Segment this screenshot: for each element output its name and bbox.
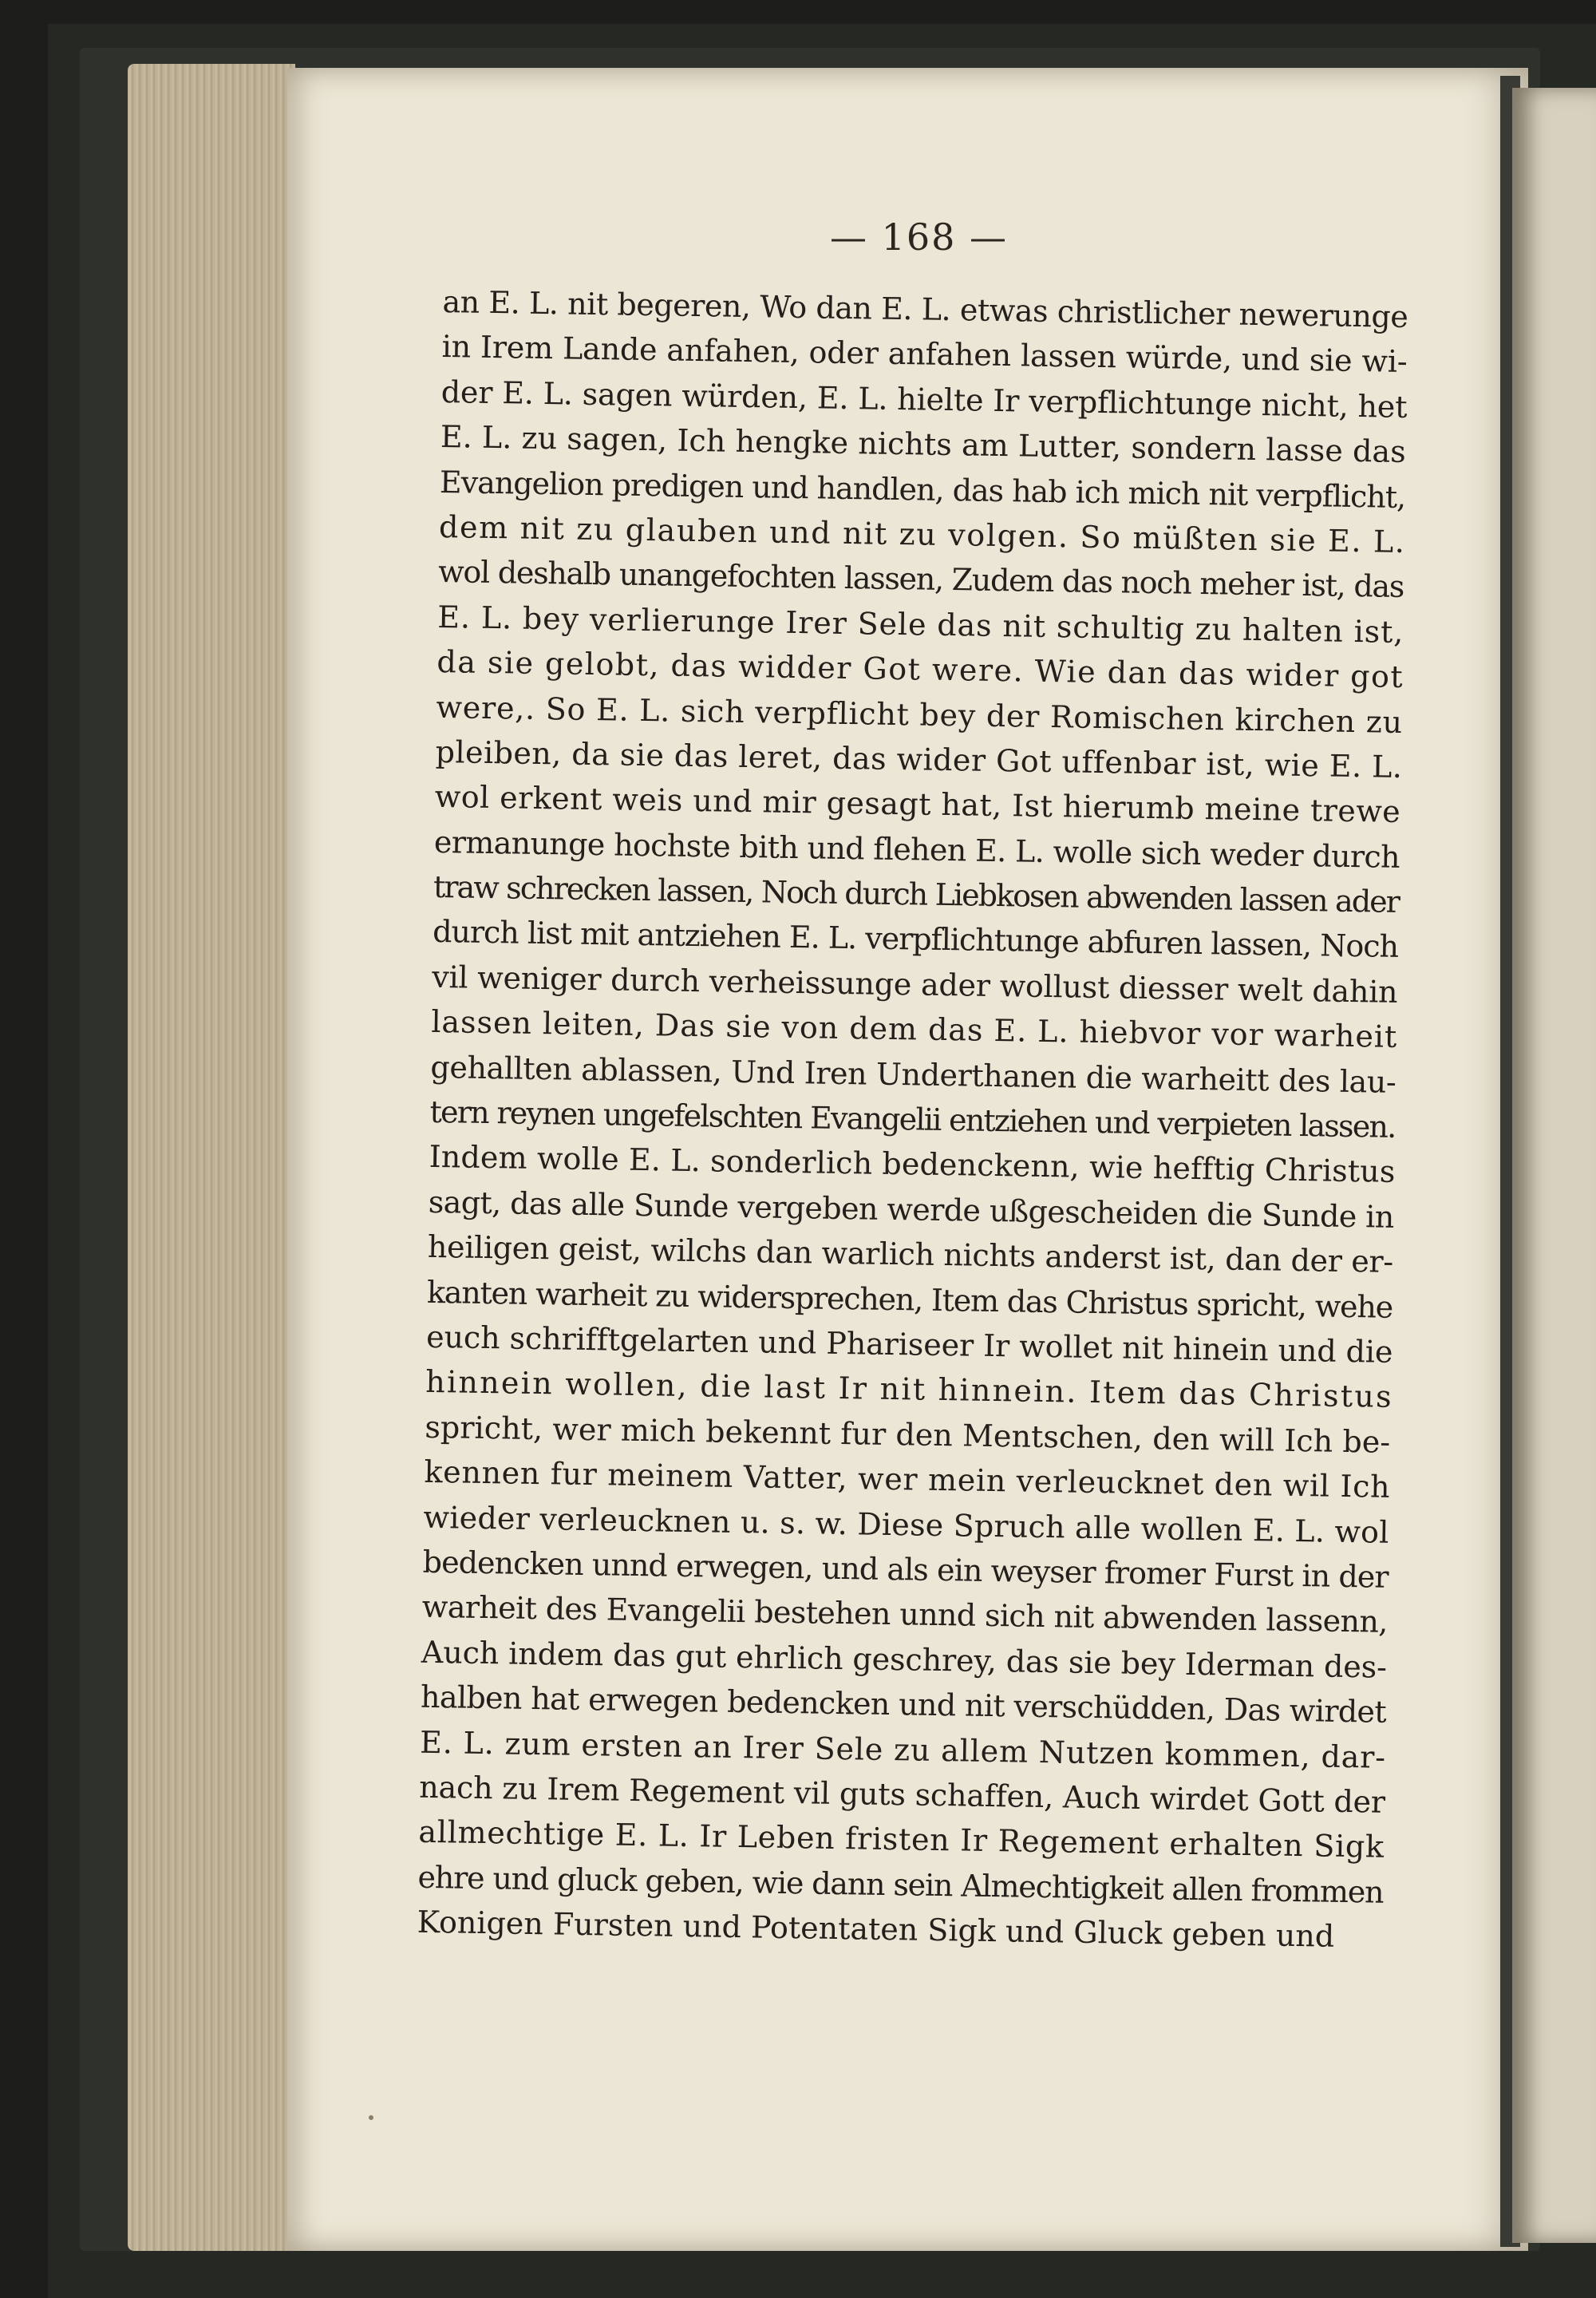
text-line: Auch indem das gut ehrlich geschrey, das sie bey Iderman des-: [421, 1634, 1388, 1685]
page-text-block: [417, 279, 1408, 1960]
facing-page-edge: [1512, 88, 1596, 2243]
text-line: lassen leiten, Das sie von dem das E. L. hiebvor vor warheit: [431, 1004, 1398, 1055]
text-line: Evangelion predigen und handlen, das hab ich mich nit verpflicht,: [439, 464, 1406, 515]
text-line: durch list mit antziehen E. L. verpflichtunge abfuren lassen, Noch: [432, 914, 1399, 965]
text-line: spricht, wer mich bekennt fur den Mentschen, den will Ich be-: [425, 1409, 1391, 1460]
text-line: gehallten ablassen, Und Iren Underthanen die warheitt des lau-: [430, 1049, 1396, 1100]
text-line: were,. So E. L. sich verpflicht bey der Romischen kirchen zu: [436, 689, 1404, 740]
text-line: warheit des Evangelii bestehen unnd sich nit abwenden lassenn,: [421, 1589, 1389, 1640]
text-line: wol deshalb unangefochten lassen, Zudem das noch meher ist, das: [437, 554, 1404, 605]
text-line: heiligen geist, wilchs dan warlich nichts anderst ist, dan der er-: [427, 1229, 1394, 1280]
text-line: dem nit zu glauben und nit zu volgen. So müßten sie E. L.: [438, 508, 1406, 560]
page-fore-edge: [128, 64, 295, 2251]
text-line: in Irem Lande anfahen, oder anfahen lassen würde, und sie wi-: [441, 329, 1408, 380]
text-line: traw schrecken lassen, Noch durch Liebkosen abwenden lassen ader: [433, 868, 1400, 920]
text-line: halben hat erwegen bedencken und nit verschüdden, Das wirdet: [420, 1679, 1387, 1730]
text-line: ermanunge hochste bith und flehen E. L. wolle sich weder durch: [433, 824, 1400, 875]
text-line: allmechtige E. L. Ir Leben fristen Ir Regement erhalten Sigk: [418, 1814, 1385, 1865]
text-line: der E. L. sagen würden, E. L. hielte Ir verpflichtunge nicht, het: [440, 374, 1408, 425]
text-line: kennen fur meinem Vatter, wer mein verleucknet den wil Ich: [424, 1454, 1391, 1505]
text-line: wieder verleucknen u. s. w. Diese Spruch alle wollen E. L. wol: [423, 1499, 1389, 1550]
text-line: Konigen Fursten und Potentaten Sigk und Gluck geben und: [417, 1904, 1335, 1954]
text-line: da sie gelobt, das widder Got were. Wie dan das wider got: [437, 644, 1404, 695]
text-line: ehre und gluck geben, wie dann sein Almechtigkeit allen frommen: [417, 1859, 1384, 1910]
text-line: sagt, das alle Sunde vergeben werde ußgescheiden die Sunde in: [428, 1184, 1395, 1235]
text-line: tern reynen ungefelschten Evangelii entziehen und verpieten lassen.: [429, 1094, 1396, 1145]
text-line: bedencken unnd erwegen, und als ein weyser fromer Furst in der: [422, 1544, 1389, 1595]
text-line: vil weniger durch verheissunge ader wollust diesser welt dahin: [431, 959, 1398, 1010]
text-line: pleiben, da sie das leret, das wider Got uffenbar ist, wie E. L.: [435, 734, 1403, 785]
page-number: — 168 —: [830, 216, 1009, 259]
text-line: nach zu Irem Regement vil guts schaffen, Auch wirdet Gott der: [418, 1769, 1386, 1820]
text-line: wol erkent weis und mir gesagt hat, Ist hierumb meine trewe: [434, 779, 1401, 830]
paper-speck: [369, 2115, 373, 2120]
text-line: E. L. bey verlierunge Irer Sele das nit schultig zu halten ist,: [437, 599, 1404, 650]
text-line: euch schrifftgelarten und Phariseer Ir wollet nit hinein und die: [425, 1319, 1393, 1370]
text-line: E. L. zum ersten an Irer Sele zu allem Nutzen kommen, dar-: [419, 1724, 1387, 1775]
text-line: Indem wolle E. L. sonderlich bedenckenn, wie hefftig Christus: [429, 1139, 1396, 1190]
text-line: kanten warheit zu widersprechen, Item das Christus spricht, wehe: [426, 1274, 1393, 1325]
text-line: E. L. zu sagen, Ich hengke nichts am Lutter, sondern lasse das: [440, 419, 1407, 470]
text-line: hinnein wollen, die last Ir nit hinnein. Item das Christus: [425, 1364, 1394, 1415]
text-line: an E. L. nit begeren, Wo dan E. L. etwas christlicher newerunge: [442, 283, 1408, 334]
